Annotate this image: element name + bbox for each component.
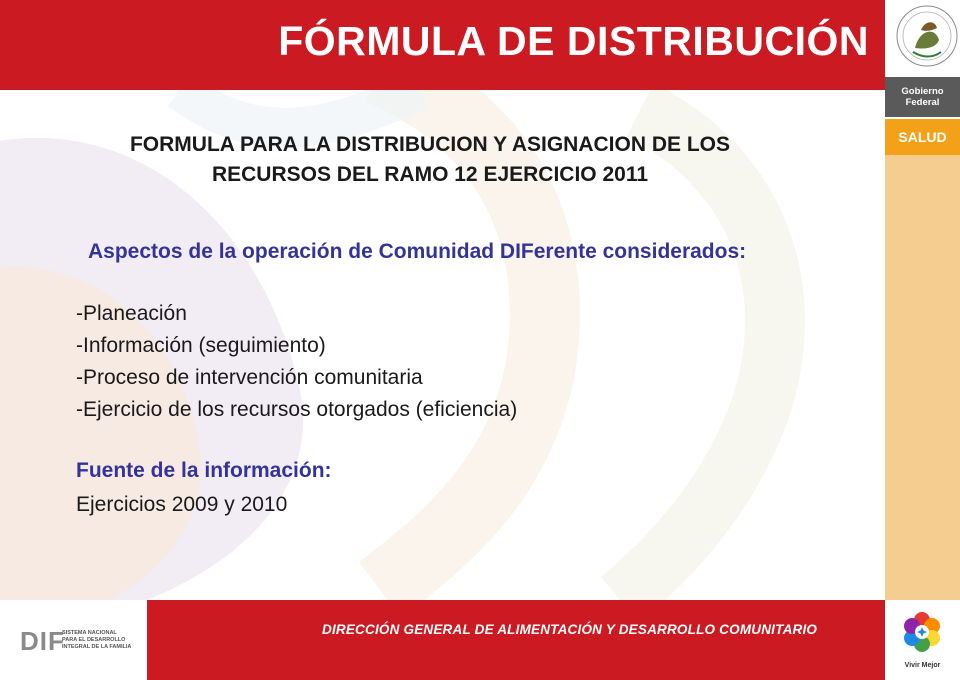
subtitle-line-1: FORMULA PARA LA DISTRIBUCION Y ASIGNACION DE LOS	[129, 133, 731, 156]
list-item: -Información (seguimiento)	[76, 334, 326, 357]
salud-label: SALUD	[898, 129, 947, 145]
mexican-coat-of-arms-icon	[885, 0, 960, 75]
subtitle-line-2: RECURSOS DEL RAMO 12 EJERCICIO 2011	[211, 163, 649, 186]
government-sidebar	[885, 0, 960, 600]
list-item: -Planeación	[76, 302, 187, 325]
federal-line: Federal	[905, 97, 940, 108]
salud-badge	[885, 117, 960, 155]
footer	[0, 600, 960, 680]
source-heading: Fuente de la información:	[76, 459, 332, 482]
list-item: -Ejercicio de los recursos otorgados (eficiencia)	[76, 398, 518, 421]
source-value: Ejercicios 2009 y 2010	[76, 493, 288, 516]
list-item: -Proceso de intervención comunitaria	[76, 366, 423, 389]
dif-logo	[0, 600, 147, 680]
footer-bar	[147, 600, 885, 680]
dif-line-3: INTEGRAL DE LA FAMILIA	[62, 644, 132, 650]
dif-line-2: PARA EL DESARROLLO	[62, 637, 126, 643]
dif-logo-text	[62, 630, 144, 651]
dif-logo-letters: DIF	[20, 626, 65, 656]
slide-content	[0, 90, 885, 600]
vivir-mejor-logo	[885, 600, 960, 680]
gobierno-federal-badge	[885, 75, 960, 117]
formula-subtitle	[30, 130, 830, 190]
header-bar	[0, 0, 885, 90]
gobierno-line: Gobierno	[901, 86, 944, 97]
flower-icon	[885, 600, 960, 662]
page-title: FÓRMULA DE DISTRIBUCIÓN	[278, 18, 869, 64]
department-name: DIRECCIÓN GENERAL DE ALIMENTACIÓN Y DESARROLLO COMUNITARIO	[322, 622, 818, 637]
dif-line-1: SISTEMA NACIONAL	[62, 630, 117, 636]
aspects-heading: Aspectos de la operación de Comunidad DIFerente considerados:	[88, 240, 747, 263]
vivir-mejor-label: Vivir Mejor	[904, 662, 941, 669]
aspects-list	[76, 298, 517, 426]
